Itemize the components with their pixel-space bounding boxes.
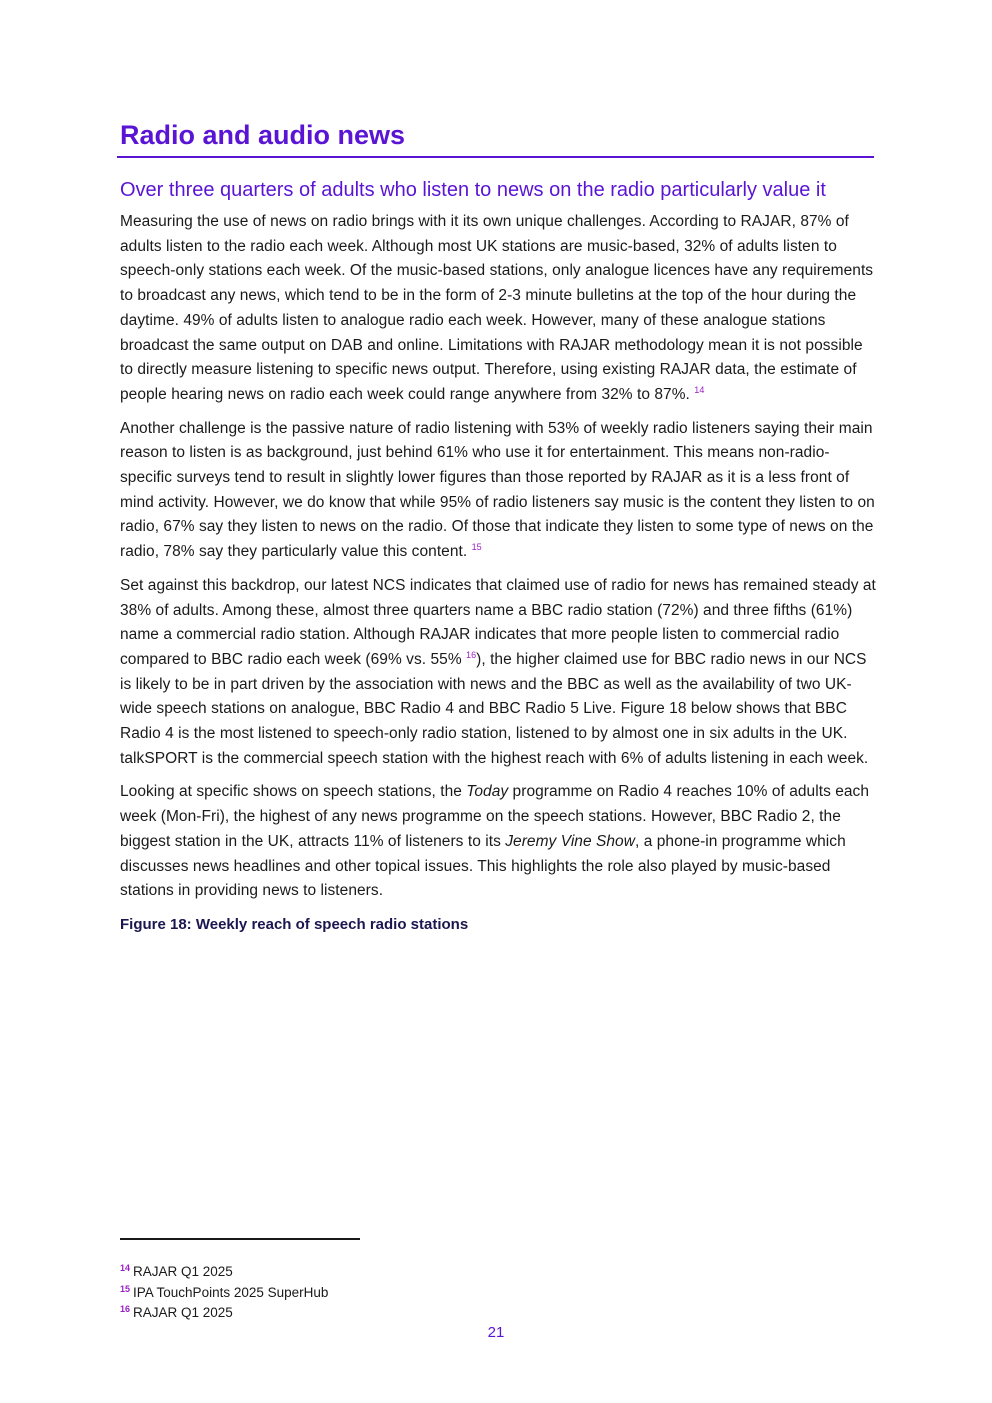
paragraph-3-text-before: Set against this backdrop, our latest NCS indicates that claimed use of radio for news has remained steady at 38% of adults. Among these, almost three quarters name a BBC radio station (72%) and three fifths (61%) name a commercial radio station. Although RAJAR indicates that more people listen to commercial radio compared to BBC radio each week (69% vs. 55% xyxy=(120,576,876,668)
footnote-number: 14 xyxy=(120,1263,131,1273)
paragraph-4-text-3: , a phone-in programme which discusses news headlines and other topical issues. This highlights the role also played by music-based stations in providing news to listeners. xyxy=(120,832,846,900)
paragraph-3 xyxy=(120,574,876,772)
paragraph-1 xyxy=(120,210,876,408)
paragraph-1-text: Measuring the use of news on radio brings with it its own unique challenges. According to RAJAR, 87% of adults listen to the radio each week. Although most UK stations are music-based, 32% of adults listen to speech-only stations each week. Of the music-based stations, only analogue licences have any requirements to broadcast any news, which tend to be in the form of 2-3 minute bulletins at the top of the hour during the daytime. 49% of adults listen to analogue radio each week. However, many of these analogue stations broadcast the same output on DAB and online. Limitations with RAJAR methodology mean it is not possible to directly measure listening to specific news output. Therefore, using existing RAJAR data, the estimate of people hearing news on radio each week could range anywhere from 32% to 87%. xyxy=(120,213,874,403)
footnote-ref-14[interactable]: 14 xyxy=(694,384,705,395)
paragraph-2 xyxy=(120,417,876,565)
footnote-divider xyxy=(120,1238,360,1240)
footnote-16 xyxy=(120,1303,328,1324)
footnote-number: 15 xyxy=(120,1283,131,1294)
document-page xyxy=(120,118,876,933)
figure-caption: Figure 18: Weekly reach of speech radio stations xyxy=(120,915,469,933)
footnotes xyxy=(120,1262,328,1324)
programme-title-jeremy-vine: Jeremy Vine Show xyxy=(505,832,635,850)
footnote-text: RAJAR Q1 2025 xyxy=(133,1305,233,1320)
page-number: 21 xyxy=(487,1324,505,1341)
footnote-text: RAJAR Q1 2025 xyxy=(133,1264,233,1279)
heading-rule xyxy=(117,156,874,158)
sub-heading: Over three quarters of adults who listen to news on the radio particularly value it xyxy=(120,179,826,201)
paragraph-4-text-1: Looking at specific shows on speech stations, the xyxy=(120,783,467,801)
footnote-15 xyxy=(120,1283,328,1304)
paragraph-4 xyxy=(120,780,876,904)
footnote-number: 16 xyxy=(120,1304,131,1314)
footnote-ref-15[interactable]: 15 xyxy=(471,542,482,553)
paragraph-4-text-2: programme on Radio 4 reaches 10% of adults each week (Mon-Fri), the highest of any news programme on the speech stations. However, BBC Radio 2, the biggest station in the UK, attracts 11% of listeners to its xyxy=(120,783,870,850)
paragraph-2-text: Another challenge is the passive nature of radio listening with 53% of weekly radio listeners saying their main reason to listen is as background, just behind 61% who use it for entertainment. This means non-radio-specific surveys tend to result in slightly lower figures than those reported by RAJAR as it is a less front of mind activity. However, we do know that while 95% of radio listeners say music is the content they listen to on radio, 67% say they listen to news on the radio. Of those that indicate they listen to some type of news on the radio, 78% say they particularly value this content. xyxy=(120,419,875,561)
section-heading: Radio and audio news xyxy=(120,120,406,150)
paragraph-3-text-after: ), the higher claimed use for BBC radio news in our NCS is likely to be in part driven by the association with news and the BBC as well as the availability of two UK-wide speech stations on analogue, BBC Radio 4 and BBC Radio 5 Live. Figure 18 below shows that BBC Radio 4 is the most listened to speech-only radio station, listened to by almost one in six adults in the UK. talkSPORT is the commercial speech station with the highest reach with 6% of adults listening in each week. xyxy=(120,650,869,767)
programme-title-today: Today xyxy=(466,783,509,801)
footnote-14 xyxy=(120,1262,328,1283)
footnote-text: IPA TouchPoints 2025 SuperHub xyxy=(133,1284,329,1300)
footnote-ref-16[interactable]: 16 xyxy=(466,649,477,660)
